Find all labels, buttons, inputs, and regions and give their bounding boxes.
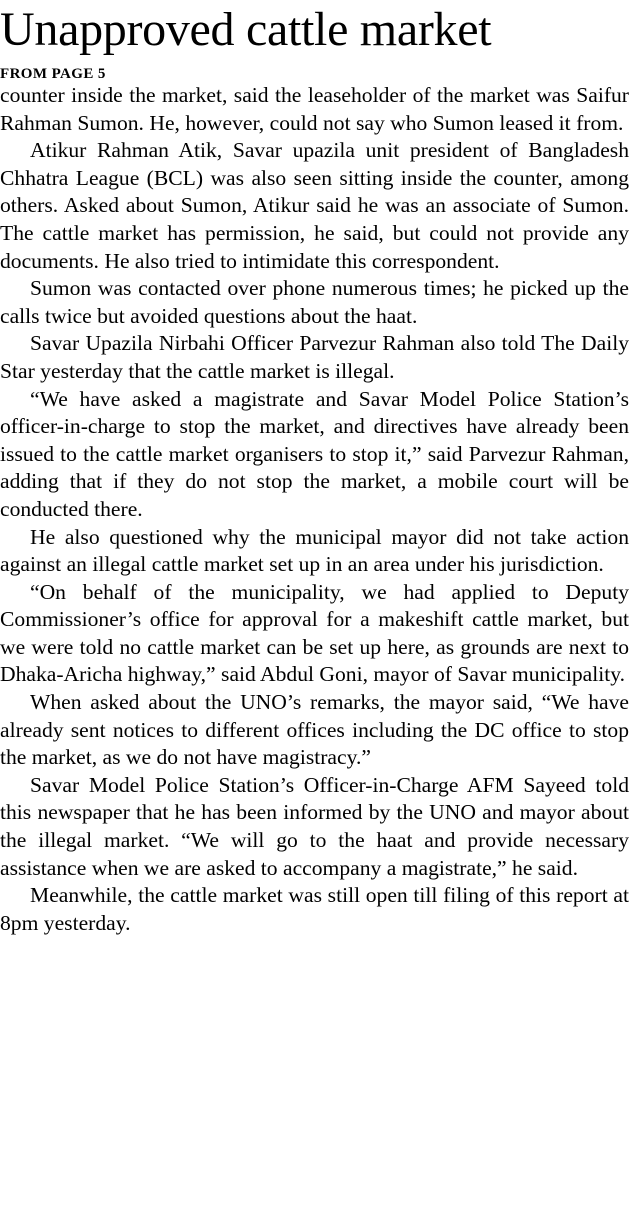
paragraph-5: “We have asked a magistrate and Savar Model Police Station’s officer-in-charge to stop the market, and directives have already been issued to the cattle market organisers to stop it,” said Parvezur Rahman, adding that if they do not stop the market, a mobile court will be conducted there. [0, 386, 629, 521]
paragraph-10: Meanwhile, the cattle market was still open till filing of this report at 8pm yesterday. [0, 883, 629, 935]
paragraph-8: When asked about the UNO’s remarks, the mayor said, “We have already sent notices to different offices including the DC office to stop the market, as we do not have magistracy.” [0, 690, 629, 770]
paragraph-9: Savar Model Police Station’s Officer-in-Charge AFM Sayeed told this newspaper that he has been informed by the UNO and mayor about the illegal market. “We will go to the haat and provide necessary assistance when we are asked to accompany a magistrate,” he said. [0, 772, 629, 880]
paragraph-3: Sumon was contacted over phone numerous times; he picked up the calls twice but avoided questions about the haat. [0, 276, 629, 328]
paragraph-2: Atikur Rahman Atik, Savar upazila unit president of Bangladesh Chhatra League (BCL) was also seen sitting inside the counter, among others. Asked about Sumon, Atikur said he was an associate of Sumon. The cattle market has permission, he said, but could not provide any documents. He also tried to intimidate this correspondent. [0, 138, 629, 273]
article-headline: Unapproved cattle market [0, 3, 492, 56]
paragraph-7: “On behalf of the municipality, we had applied to Deputy Commissioner’s office for approval for a makeshift cattle market, but we were told no cattle market can be set up here, as grounds are next to Dhaka-Aricha highway,” said Abdul Goni, mayor of Savar municipality. [0, 579, 629, 687]
continued-from-label: FROM PAGE 5 [0, 66, 106, 82]
paragraph-6: He also questioned why the municipal mayor did not take action against an illegal cattle market set up in an area under his jurisdiction. [0, 524, 629, 577]
article-body [0, 82, 629, 937]
paragraph-4: Savar Upazila Nirbahi Officer Parvezur Rahman also told The Daily Star yesterday that the cattle market is illegal. [0, 331, 629, 383]
paragraph-1: counter inside the market, said the leaseholder of the market was Saifur Rahman Sumon. He, however, could not say who Sumon leased it from. [0, 83, 629, 135]
